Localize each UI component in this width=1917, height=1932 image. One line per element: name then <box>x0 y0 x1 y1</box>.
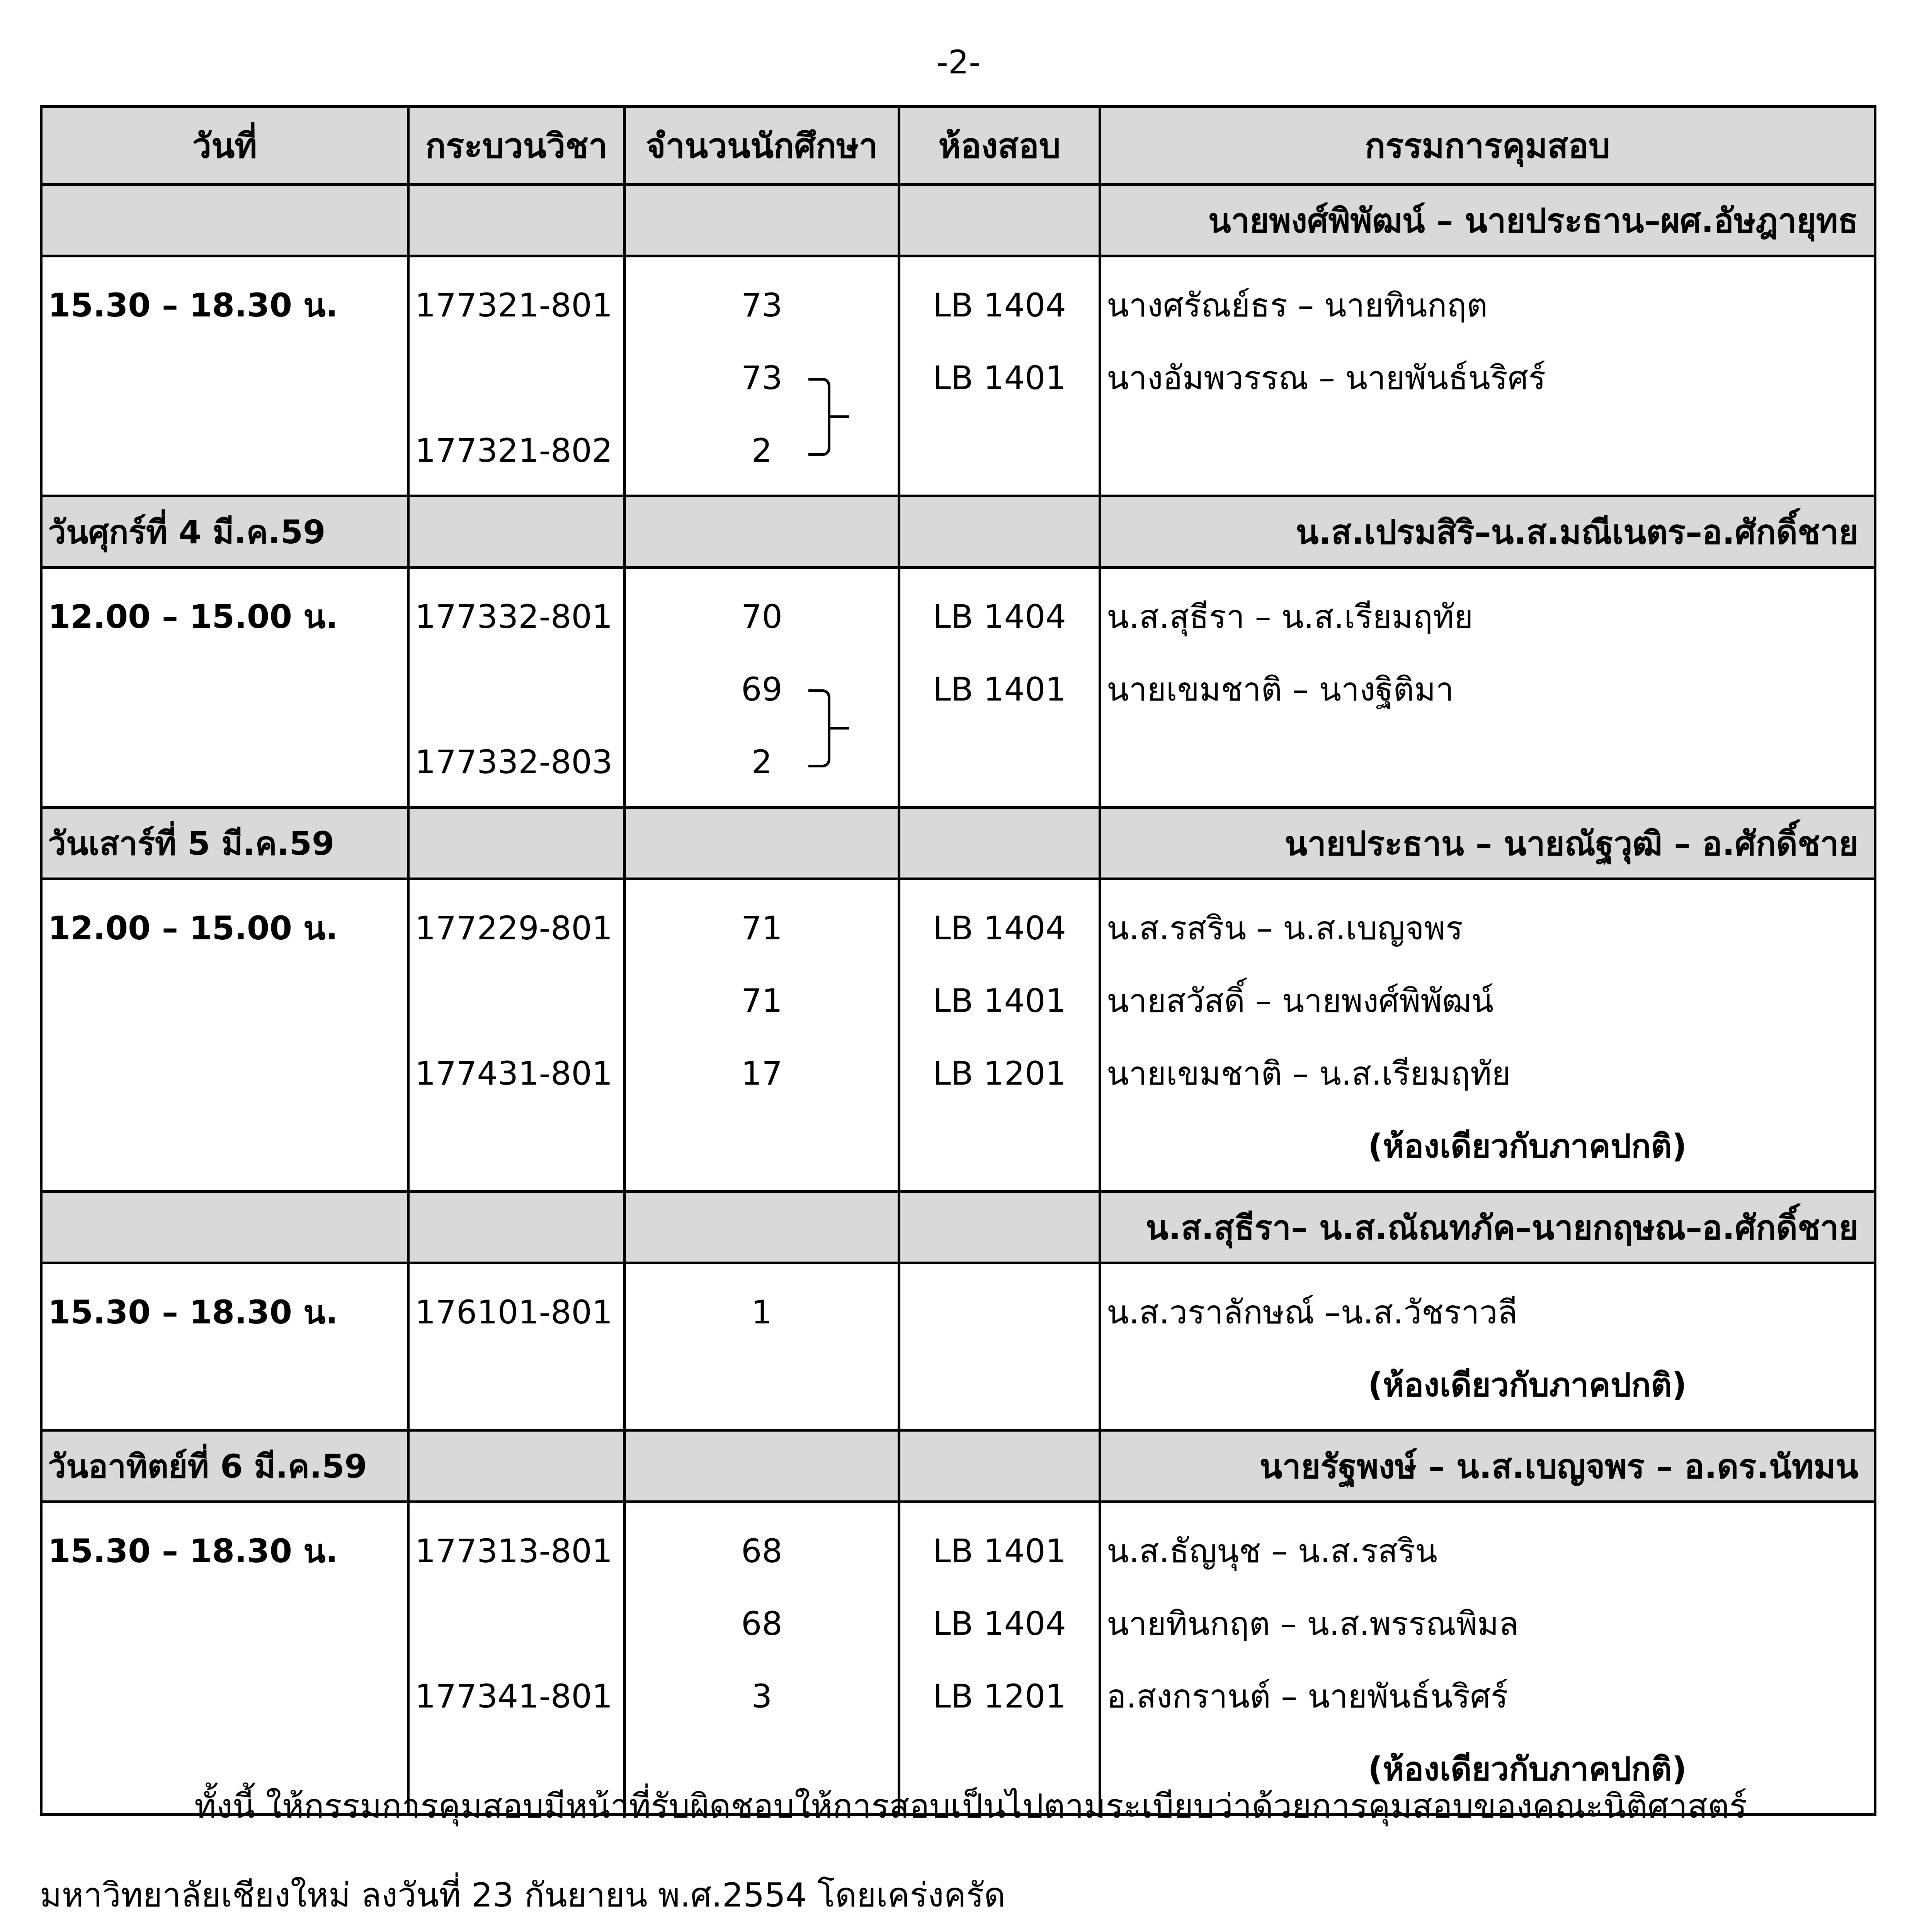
empty-cell <box>625 185 899 256</box>
header-proctors: กรรมการคุมสอบ <box>1100 107 1875 185</box>
course-code: 177332-803 <box>415 743 613 781</box>
empty-cell <box>899 808 1100 879</box>
empty-cell <box>408 496 625 568</box>
room-cell <box>899 879 1100 1192</box>
exam-room: LB 1404 <box>933 909 1066 947</box>
exam-time: 15.30 – 18.30 น. <box>48 286 338 324</box>
day-label <box>41 1192 408 1263</box>
empty-cell <box>408 185 625 256</box>
course-code: 177229-801 <box>415 909 613 947</box>
page-number: -2- <box>936 43 981 81</box>
course-code <box>415 1587 618 1660</box>
header-room: ห้องสอบ <box>899 107 1100 185</box>
student-count: 68 <box>741 1532 782 1570</box>
student-count: 71 <box>741 982 782 1020</box>
exam-room: LB 1404 <box>933 598 1066 636</box>
table-header-row <box>41 107 1875 185</box>
empty-cell <box>625 808 899 879</box>
day-header-row <box>41 185 1875 256</box>
empty-cell <box>408 1192 625 1263</box>
proctor-pair: นายเขมชาติ – นางฐิติมา <box>1107 670 1454 708</box>
student-count: 68 <box>741 1605 782 1643</box>
student-count: 73 <box>741 286 782 324</box>
header-course: กระบวนวิชา <box>408 107 625 185</box>
empty-cell <box>408 808 625 879</box>
proctor-group: นายประธาน – นายณัฐวุฒิ – อ.ศักดิ์ชาย <box>1100 808 1875 879</box>
students-cell <box>625 1263 899 1430</box>
exam-time: 12.00 – 15.00 น. <box>48 598 338 636</box>
proctors-cell <box>1100 256 1875 496</box>
student-count: 71 <box>741 909 782 947</box>
proctor-pair: น.ส.ธัญนุช – น.ส.รสริน <box>1107 1532 1437 1570</box>
header-students: จำนวนนักศึกษา <box>625 107 899 185</box>
exam-room: LB 1401 <box>933 670 1066 708</box>
room-note: (ห้องเดียวกับภาคปกติ) <box>1368 1366 1687 1404</box>
course-code: 177321-801 <box>415 286 613 324</box>
students-cell <box>625 568 899 808</box>
empty-cell <box>899 496 1100 568</box>
time-cell <box>41 256 408 496</box>
proctor-pair: น.ส.วราลักษณ์ –น.ส.วัชราวลี <box>1107 1293 1518 1331</box>
closing-paragraph: ทั้งนี้ ให้กรรมการคุมสอบมีหน้าที่รับผิดชอบให้การสอบเป็นไปตามระเบียบว่าด้วยการคุมสอบของคณะนิติศาสตร์ มหาวิทยาลัยเชียงใหม่ ลงวันที่ 23 กันยายน พ.ศ.2554 โดยเคร่งครัด <box>40 1787 1747 1915</box>
proctor-pair: น.ส.สุธีรา – น.ส.เรียมฤทัย <box>1107 598 1473 636</box>
proctor-group: น.ส.เปรมสิริ–น.ส.มณีเนตร–อ.ศักดิ์ชาย <box>1100 496 1875 568</box>
proctor-pair: นางอัมพวรรณ – นายพันธ์นริศร์ <box>1107 359 1546 397</box>
course-code: 177341-801 <box>415 1677 613 1715</box>
exam-room: LB 1404 <box>933 286 1066 324</box>
proctors-cell <box>1100 568 1875 808</box>
exam-room: LB 1401 <box>933 982 1066 1020</box>
empty-cell <box>625 496 899 568</box>
table-body <box>41 185 1875 1815</box>
exam-time: 15.30 – 18.30 น. <box>48 1293 338 1331</box>
proctor-pair <box>1107 414 1868 487</box>
day-label: วันศุกร์ที่ 4 มี.ค.59 <box>41 496 408 568</box>
student-count: 17 <box>741 1054 782 1092</box>
table-row <box>41 1263 1875 1430</box>
student-count: 3 <box>751 1677 772 1715</box>
course-cell <box>408 879 625 1192</box>
exam-schedule-table <box>40 105 1876 1816</box>
header-date: วันที่ <box>41 107 408 185</box>
student-count: 2 <box>751 432 772 469</box>
empty-cell <box>625 1430 899 1502</box>
exam-time: 15.30 – 18.30 น. <box>48 1532 338 1570</box>
student-count: 73 <box>631 342 892 414</box>
exam-room: LB 1404 <box>933 1605 1066 1643</box>
student-count: 2 <box>751 743 772 781</box>
student-count: 70 <box>741 598 782 636</box>
time-cell <box>41 568 408 808</box>
day-label <box>41 185 408 256</box>
room-note: (ห้องเดียวกับภาคปกติ) <box>1368 1127 1687 1165</box>
room-note: (ห้องเดียวกับภาคปกติ) <box>1368 1750 1687 1788</box>
empty-cell <box>899 1430 1100 1502</box>
students-cell <box>625 256 899 496</box>
course-code <box>415 342 618 414</box>
course-code: 177431-801 <box>415 1054 613 1092</box>
student-count: 69 <box>631 653 892 726</box>
course-cell <box>408 1263 625 1430</box>
exam-room: LB 1201 <box>933 1677 1066 1715</box>
empty-cell <box>625 1192 899 1263</box>
day-header-row <box>41 496 1875 568</box>
table-row <box>41 256 1875 496</box>
exam-time: 12.00 – 15.00 น. <box>48 909 338 947</box>
proctors-cell <box>1100 879 1875 1192</box>
proctor-pair: น.ส.รสริน – น.ส.เบญจพร <box>1107 909 1463 947</box>
empty-cell <box>408 1430 625 1502</box>
exam-room <box>906 726 1093 798</box>
course-code: 177332-801 <box>415 598 613 636</box>
exam-room: LB 1201 <box>933 1054 1066 1092</box>
table-row <box>41 568 1875 808</box>
room-cell <box>899 568 1100 808</box>
day-header-row <box>41 1430 1875 1502</box>
course-code <box>415 964 618 1037</box>
day-label: วันอาทิตย์ที่ 6 มี.ค.59 <box>41 1430 408 1502</box>
proctor-pair: นายสวัสดิ์ – นายพงศ์พิพัฒน์ <box>1107 982 1494 1020</box>
course-code: 176101-801 <box>415 1293 613 1331</box>
proctor-pair: นายทินกฤต – น.ส.พรรณพิมล <box>1107 1605 1519 1643</box>
proctor-group: นายพงศ์พิพัฒน์ – นายประธาน–ผศ.อัษฎายุทธ <box>1100 185 1875 256</box>
table-row <box>41 879 1875 1192</box>
time-cell <box>41 879 408 1192</box>
course-cell <box>408 256 625 496</box>
proctor-group: นายรัฐพงษ์ – น.ส.เบญจพร – อ.ดร.นัทมน <box>1100 1430 1875 1502</box>
exam-room <box>906 1276 1093 1349</box>
students-cell <box>625 879 899 1192</box>
day-header-row <box>41 808 1875 879</box>
empty-cell <box>899 1192 1100 1263</box>
empty-cell <box>899 185 1100 256</box>
day-header-row <box>41 1192 1875 1263</box>
exam-room: LB 1401 <box>933 1532 1066 1570</box>
room-cell <box>899 1263 1100 1430</box>
course-code <box>415 653 618 726</box>
course-code: 177321-802 <box>415 432 613 469</box>
time-cell <box>41 1263 408 1430</box>
course-code: 177313-801 <box>415 1532 613 1570</box>
proctor-pair: นางศรัณย์ธร – นายทินกฤต <box>1107 286 1488 324</box>
proctors-cell <box>1100 1263 1875 1430</box>
course-cell <box>408 568 625 808</box>
proctor-group: น.ส.สุธีรา– น.ส.ณัณทภัค–นายกฤษณ–อ.ศักดิ์ชาย <box>1100 1192 1875 1263</box>
proctor-pair: อ.สงกรานต์ – นายพันธ์นริศร์ <box>1107 1677 1508 1715</box>
room-cell <box>899 256 1100 496</box>
student-count: 1 <box>751 1293 772 1331</box>
exam-room <box>906 414 1093 487</box>
proctor-pair: นายเขมชาติ – น.ส.เรียมฤทัย <box>1107 1054 1511 1092</box>
day-label: วันเสาร์ที่ 5 มี.ค.59 <box>41 808 408 879</box>
exam-room: LB 1401 <box>933 359 1066 397</box>
proctor-pair <box>1107 726 1868 798</box>
